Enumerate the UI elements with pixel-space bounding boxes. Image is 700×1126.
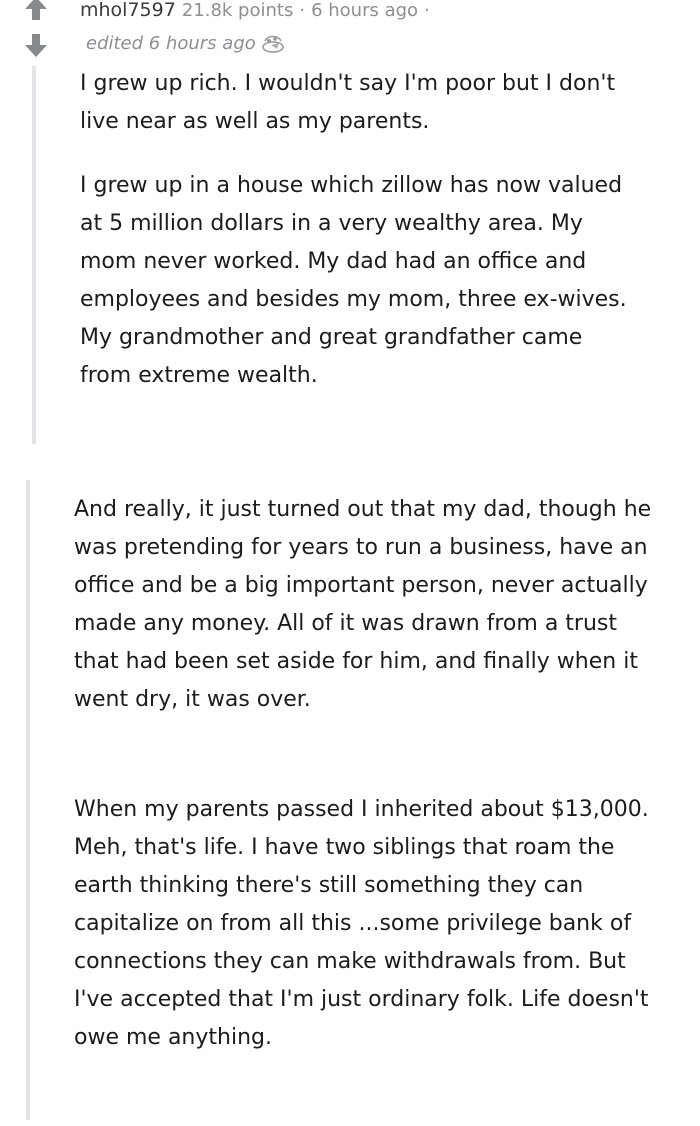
comment-paragraph: [80, 167, 640, 395]
paragraph-text: When my parents passed I inherited about $13,000. Meh, that's life. I have two siblings that roam the earth thinking there's still something they can capitalize on from all this ...some privilege bank of connections they can make withdrawals from. But I've accepted that I'm just ordinary folk. Life doesn't owe me anything.: [74, 797, 649, 1050]
comment-meta: [80, 0, 436, 24]
meta-separator: ·: [299, 0, 306, 21]
downvote-arrow-icon[interactable]: [22, 32, 50, 60]
meta-separator-trailing: ·: [424, 0, 430, 21]
thread-line[interactable]: [32, 66, 36, 444]
comment-paragraph: [80, 65, 640, 141]
reply-paragraph: [74, 491, 654, 719]
thread-line[interactable]: [26, 480, 30, 1120]
timestamp[interactable]: 6 hours ago: [311, 0, 419, 21]
reply-paragraph: [74, 791, 654, 1057]
paragraph-text: I grew up rich. I wouldn't say I'm poor but I don't live near as well as my parents.: [80, 71, 616, 134]
paragraph-text: And really, it just turned out that my dad, though he was pretending for years to run a business, have an office and be a big important person, never actually made any money. All of it was drawn from a trust that had been set aside for him, and finally when it went dry, it was over.: [74, 497, 652, 712]
points: 21.8k points: [181, 0, 294, 21]
edited-text: edited 6 hours ago: [86, 32, 256, 54]
upvote-arrow-icon[interactable]: [22, 0, 50, 22]
username[interactable]: mhol7597: [80, 0, 176, 21]
paragraph-text: I grew up in a house which zillow has now valued at 5 million dollars in a very wealthy area. My mom never worked. My dad had an office and employees and besides my mom, three ex-wives. My grandmother and great grandfather came from extreme wealth.: [80, 173, 627, 388]
award-icon: [260, 32, 286, 54]
edited-note: [86, 30, 286, 56]
